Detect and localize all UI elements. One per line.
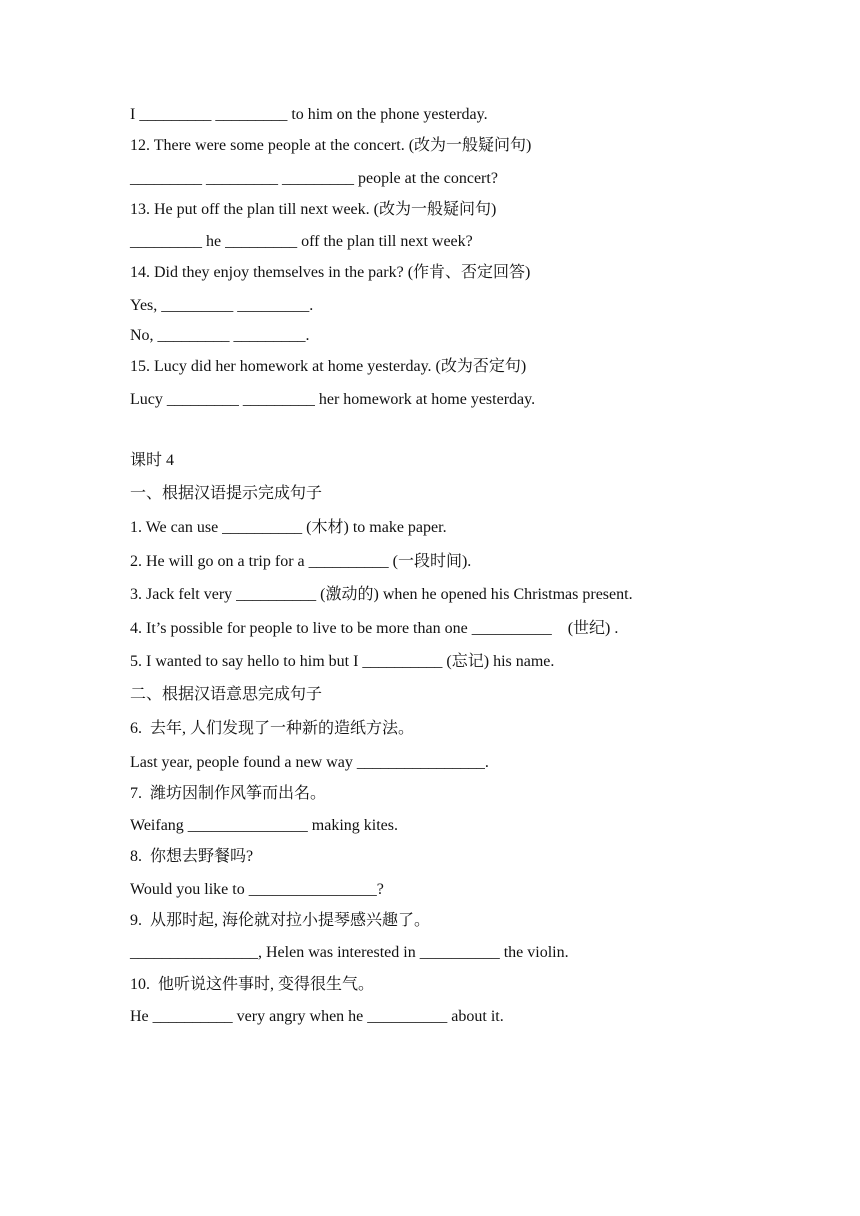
item-6-prompt: 6. 去年, 人们发现了一种新的造纸方法。	[130, 720, 415, 737]
answer-line-14-no: No, _________ _________.	[130, 327, 310, 344]
item-8-prompt: 8. 你想去野餐吗?	[130, 848, 254, 865]
item-9-answer: ________________, Helen was interested in __________ the violin.	[130, 944, 569, 961]
item-8-answer: Would you like to ________________?	[130, 881, 384, 898]
item-4: 4. It’s possible for people to live to be more than one __________ (世纪) .	[130, 620, 619, 637]
answer-line-14-yes: Yes, _________ _________.	[130, 297, 314, 314]
item-10-prompt: 10. 他听说这件事时, 变得很生气。	[130, 976, 375, 993]
question-15: 15. Lucy did her homework at home yesterday. (改为否定句)	[130, 358, 527, 375]
answer-line-13: _________ he _________ off the plan till next week?	[130, 233, 473, 250]
item-5: 5. I wanted to say hello to him but I __________ (忘记) his name.	[130, 653, 555, 670]
item-1: 1. We can use __________ (木材) to make paper.	[130, 519, 447, 536]
item-9-prompt: 9. 从那时起, 海伦就对拉小提琴感兴趣了。	[130, 912, 431, 929]
item-7-answer: Weifang _______________ making kites.	[130, 817, 399, 834]
answer-line-15: Lucy _________ _________ her homework at home yesterday.	[130, 391, 536, 408]
question-13: 13. He put off the plan till next week. (改为一般疑问句)	[130, 201, 497, 218]
question-12: 12. There were some people at the concert. (改为一般疑问句)	[130, 137, 532, 154]
answer-line-12: _________ _________ _________ people at the concert?	[130, 170, 498, 187]
answer-line-11: I _________ _________ to him on the phone yesterday.	[130, 106, 488, 123]
item-2: 2. He will go on a trip for a __________ (一段时间).	[130, 553, 472, 570]
item-7-prompt: 7. 潍坊因制作风筝而出名。	[130, 785, 327, 802]
section-two-heading: 二、根据汉语意思完成句子	[130, 686, 323, 703]
item-10-answer: He __________ very angry when he __________ about it.	[130, 1008, 504, 1025]
item-6-answer: Last year, people found a new way ________________.	[130, 754, 489, 771]
lesson-heading: 课时 4	[130, 452, 175, 469]
section-one-heading: 一、根据汉语提示完成句子	[130, 485, 323, 502]
item-3: 3. Jack felt very __________ (激动的) when he opened his Christmas present.	[130, 586, 633, 603]
question-14: 14. Did they enjoy themselves in the park? (作肯、否定回答)	[130, 264, 531, 281]
